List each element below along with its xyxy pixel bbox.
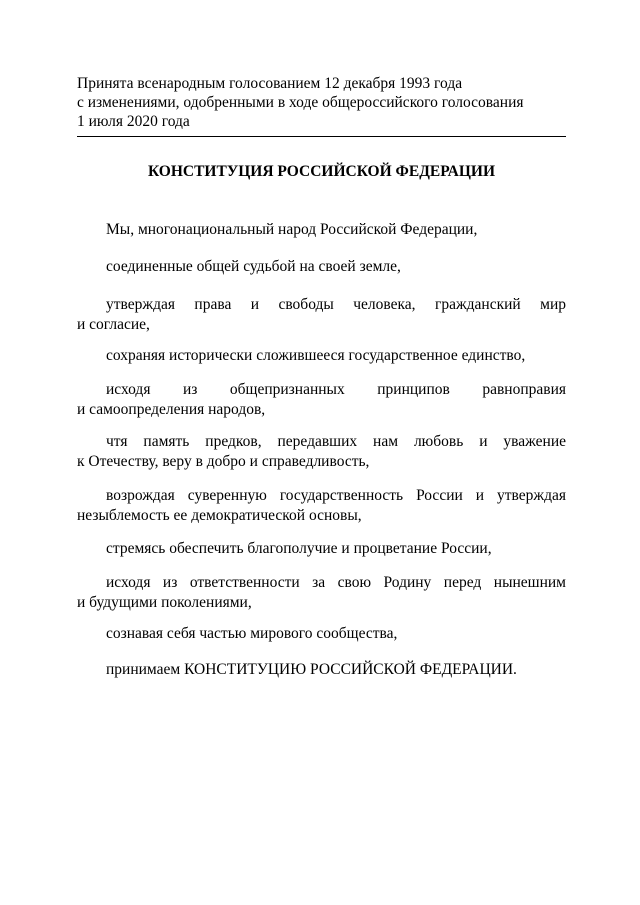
adoption-note-line-2: с изменениями, одобренными в ходе общероссийского голосования	[77, 94, 524, 111]
preamble-paragraph-5-line-1: исходя из общепризнанных принципов равноправия	[106, 381, 566, 398]
preamble-paragraph-2-text: соединенные общей судьбой на своей земле,	[106, 258, 401, 275]
preamble-paragraph-6	[77, 432, 566, 471]
preamble-paragraph-6-line-1: чтя память предков, передавших нам любовь и уважение	[106, 433, 566, 450]
preamble-paragraph-3	[77, 295, 566, 334]
preamble-paragraph-2	[77, 257, 566, 277]
preamble-paragraph-7-line-2: незыблемость ее демократической основы,	[77, 506, 362, 524]
preamble-paragraph-5	[77, 380, 566, 419]
preamble-paragraph-9	[77, 573, 566, 612]
preamble-paragraph-3-line-1: утверждая права и свободы человека, гражданский мир	[106, 296, 566, 313]
preamble-paragraph-5-line-2: и самоопределения народов,	[77, 400, 266, 418]
preamble-paragraph-10	[77, 624, 566, 644]
adoption-note-line-3: 1 июля 2020 года	[77, 113, 190, 130]
preamble-paragraph-6-line-2: к Отечеству, веру в добро и справедливость,	[77, 452, 370, 470]
preamble-paragraph-8	[77, 539, 566, 559]
preamble-paragraph-11-text: принимаем КОНСТИТУЦИЮ РОССИЙСКОЙ ФЕДЕРАЦИИ.	[106, 661, 517, 678]
preamble-paragraph-1	[77, 220, 566, 240]
adoption-note	[77, 74, 567, 131]
preamble-paragraph-3-line-2: и согласие,	[77, 315, 150, 333]
preamble-paragraph-1-text: Мы, многонациональный народ Российской Федерации,	[106, 221, 478, 238]
header-divider	[77, 136, 566, 137]
preamble-paragraph-4	[77, 346, 566, 366]
preamble-paragraph-9-line-1: исходя из ответственности за свою Родину перед нынешним	[106, 574, 566, 591]
document-title: КОНСТИТУЦИЯ РОССИЙСКОЙ ФЕДЕРАЦИИ	[147, 163, 496, 180]
preamble-paragraph-11	[77, 660, 566, 680]
preamble-paragraph-4-text: сохраняя исторически сложившееся государственное единство,	[106, 347, 526, 364]
preamble-paragraph-7	[77, 486, 566, 525]
preamble-paragraph-10-text: сознавая себя частью мирового сообщества,	[106, 625, 398, 642]
preamble-paragraph-8-text: стремясь обеспечить благополучие и процветание России,	[106, 540, 492, 557]
adoption-note-line-1: Принята всенародным голосованием 12 декабря 1993 года	[77, 75, 463, 92]
preamble-paragraph-7-line-1: возрождая суверенную государственность России и утверждая	[106, 487, 566, 504]
preamble-paragraph-9-line-2: и будущими поколениями,	[77, 593, 252, 611]
